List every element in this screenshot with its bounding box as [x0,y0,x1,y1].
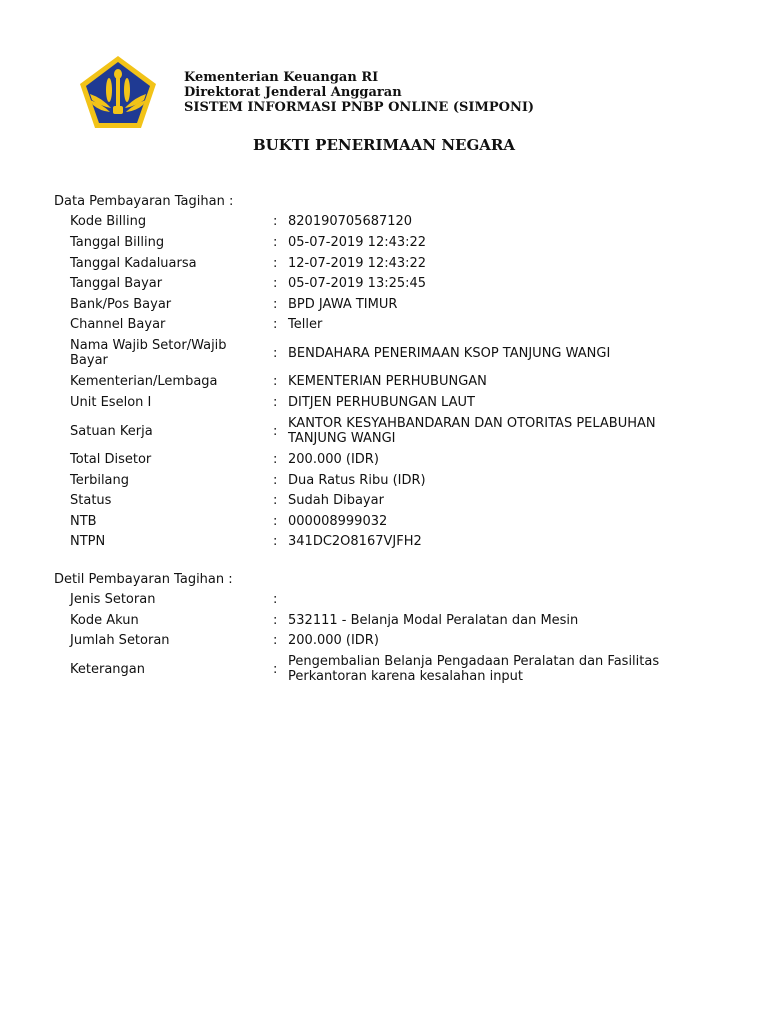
row-label: Total Disetor [70,452,152,467]
document-title: BUKTI PENERIMAAN NEGARA [252,136,516,154]
row-value: 200.000 (IDR) [288,452,379,467]
row-colon: : [273,256,278,271]
row-label: Unit Eselon I [70,395,152,410]
detail-row-keterangan [70,654,710,686]
row-value: BENDAHARA PENERIMAAN KSOP TANJUNG WANGI [288,346,611,361]
row-colon: : [273,297,278,312]
row-colon: : [273,514,278,529]
row-colon: : [273,592,278,607]
row-label: Kode Akun [70,613,139,628]
row-colon: : [273,346,278,361]
row-value: 532111 - Belanja Modal Peralatan dan Mesin [288,613,579,628]
row-colon: : [273,276,278,291]
row-colon: : [273,633,278,648]
payment-section-heading: Data Pembayaran Tagihan : [54,194,234,209]
row-value: 341DC2O8167VJFH2 [288,534,422,549]
row-value: 200.000 (IDR) [288,633,379,648]
row-label: NTB [70,514,97,529]
row-value: 12-07-2019 12:43:22 [288,256,427,271]
row-value: KANTOR KESYAHBANDARAN DAN OTORITAS PELABUHAN TANJUNG WANGI [288,416,656,446]
row-value: BPD JAWA TIMUR [288,297,398,312]
detail-section-heading: Detil Pembayaran Tagihan : [54,572,233,587]
row-label: Status [70,493,112,508]
row-label: Jumlah Setoran [70,633,170,648]
row-colon: : [273,534,278,549]
row-colon: : [273,395,278,410]
row-value: Dua Ratus Ribu (IDR) [288,473,426,488]
row-value: Teller [288,317,323,332]
row-value: 000008999032 [288,514,388,529]
row-colon: : [273,452,278,467]
row-colon: : [273,214,278,229]
row-value: 820190705687120 [288,214,413,229]
agency-header [184,70,534,115]
row-label: Tanggal Bayar [70,276,163,291]
info-row-satuan-kerja [70,416,710,448]
row-label: NTPN [70,534,106,549]
row-value: Sudah Dibayar [288,493,384,508]
row-colon: : [273,613,278,628]
row-label: Nama Wajib Setor/Wajib Bayar [70,338,227,368]
row-value: DITJEN PERHUBUNGAN LAUT [288,395,475,410]
info-row-nama-wajib-setor [70,338,710,370]
row-value: 05-07-2019 12:43:22 [288,235,427,250]
row-label: Channel Bayar [70,317,166,332]
ministry-name: Kementerian Keuangan RI [184,70,379,85]
system-name: SISTEM INFORMASI PNBP ONLINE (SIMPONI) [184,100,535,115]
directorate-name: Direktorat Jenderal Anggaran [184,85,402,100]
row-value: Pengembalian Belanja Pengadaan Peralatan dan Fasilitas Perkantoran karena kesalahan input [288,654,660,684]
row-label: Kementerian/Lembaga [70,374,218,389]
row-colon: : [273,374,278,389]
kemenkeu-logo-icon [78,54,158,130]
row-value: KEMENTERIAN PERHUBUNGAN [288,374,487,389]
row-value: 05-07-2019 13:25:45 [288,276,427,291]
row-label: Kode Billing [70,214,147,229]
row-label: Keterangan [70,662,145,677]
row-label: Satuan Kerja [70,424,153,439]
row-label: Bank/Pos Bayar [70,297,172,312]
row-colon: : [273,317,278,332]
row-colon: : [273,424,278,439]
row-label: Jenis Setoran [70,592,156,607]
row-label: Terbilang [70,473,130,488]
row-colon: : [273,235,278,250]
row-label: Tanggal Billing [70,235,165,250]
row-label: Tanggal Kadaluarsa [70,256,197,271]
row-colon: : [273,662,278,677]
row-colon: : [273,493,278,508]
row-colon: : [273,473,278,488]
